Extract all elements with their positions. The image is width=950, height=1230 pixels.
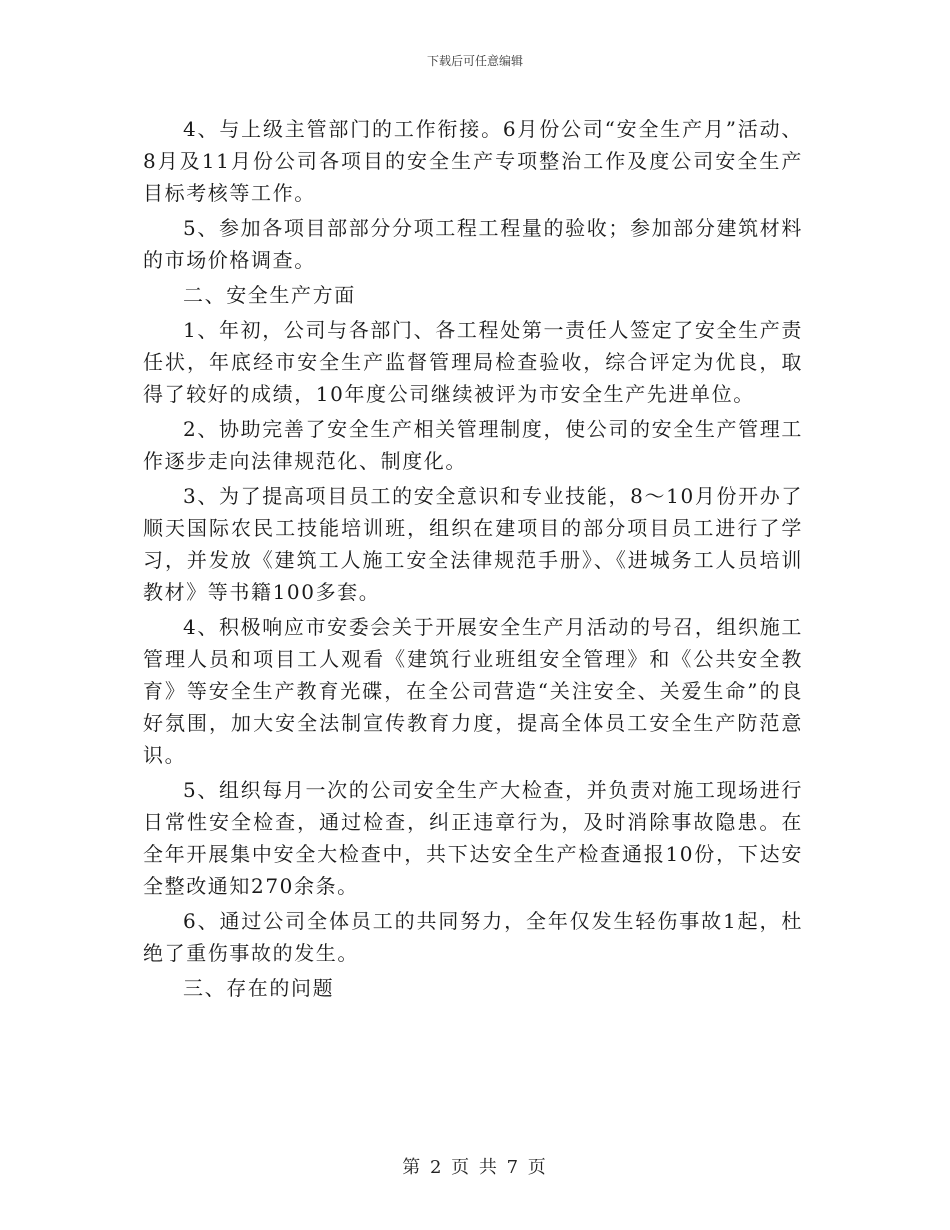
paragraph-safety-6: 6、通过公司全体员工的共同努力，全年仅发生轻伤事故1起，杜绝了重伤事故的发生。 [143,909,803,965]
paragraph-item-4-liaison: 4、与上级主管部门的工作衔接。6月份公司“安全生产月”活动、8月及11月份公司各项目的安全生产专项整治工作及度公司安全生产目标考核等工作。 [143,117,803,205]
paragraph-safety-4: 4、积极响应市安委会关于开展安全生产月活动的号召，组织施工管理人员和项目工人观看《建筑行业班组安全管理》和《公共安全教育》等安全生产教育光碟，在全公司营造“关注安全、关爱生命”的良好氛围，加大安全法制宣传教育力度，提高全体员工安全生产防范意识。 [143,615,803,767]
document-body [143,113,803,1004]
paragraph-safety-1: 1、年初，公司与各部门、各工程处第一责任人签定了安全生产责任状，年底经市安全生产监督管理局检查验收，综合评定为优良，取得了较好的成绩，10年度公司继续被评为市安全生产先进单位。 [143,318,803,406]
section-heading-problems: 三、存在的问题 [183,976,335,1000]
paragraph-safety-2: 2、协助完善了安全生产相关管理制度，使公司的安全生产管理工作逐步走向法律规范化、制度化。 [143,417,803,473]
page-header: 下载后可任意编辑 [426,54,523,68]
section-heading-safety: 二、安全生产方面 [183,283,356,307]
page-number-footer: 第 2 页 共 7 页 [402,1157,548,1178]
paragraph-safety-5: 5、组织每月一次的公司安全生产大检查，并负责对施工现场进行日常性安全检查，通过检查，纠正违章行为，及时消除事故隐患。在全年开展集中安全大检查中，共下达安全生产检查通报10份，下达安全整改通知270余条。 [143,778,803,898]
paragraph-item-5-acceptance: 5、参加各项目部部分分项工程工程量的验收；参加部分建筑材料的市场价格调查。 [143,216,803,272]
paragraph-safety-3: 3、为了提高项目员工的安全意识和专业技能，8～10月份开办了顺天国际农民工技能培训班，组织在建项目的部分项目员工进行了学习，并发放《建筑工人施工安全法律规范手册》、《进城务工人员培训教材》等书籍100多套。 [143,484,803,604]
